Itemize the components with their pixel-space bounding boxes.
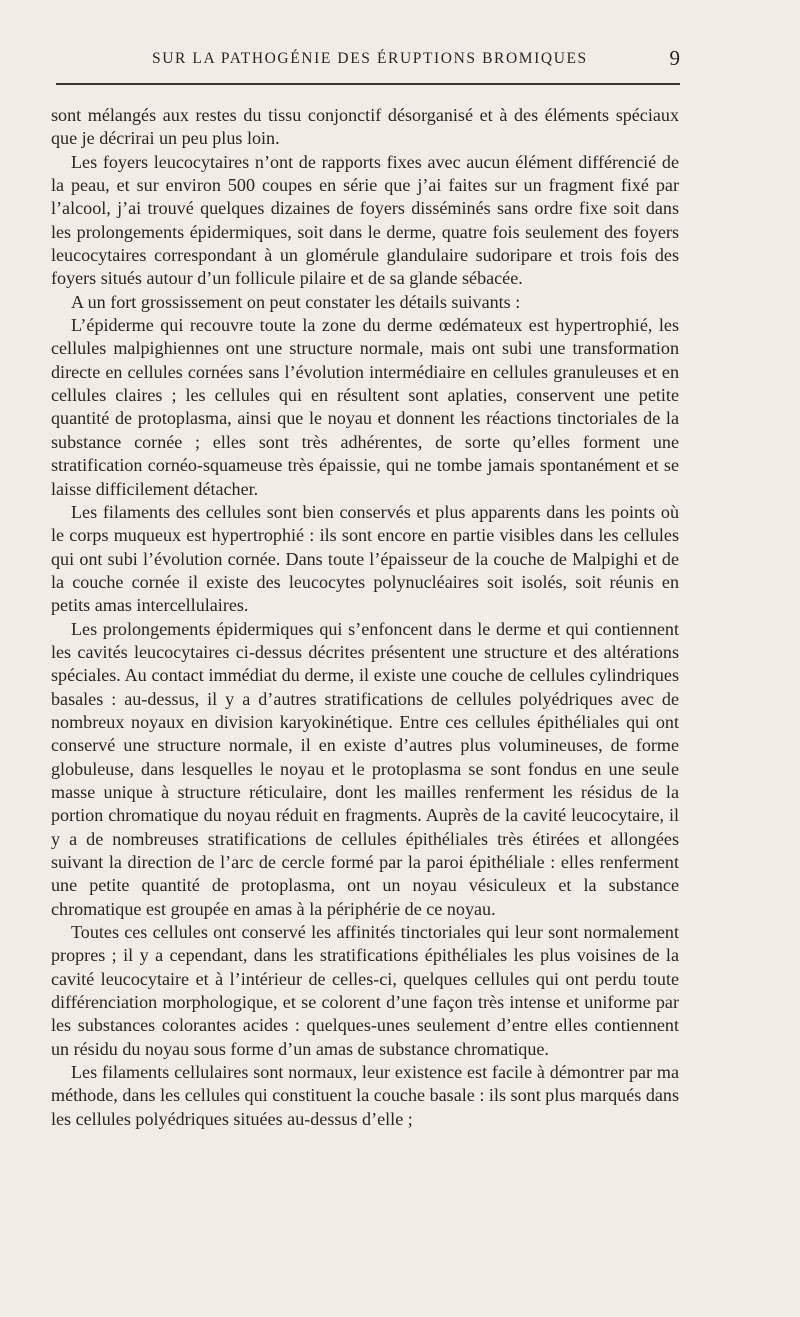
paragraph: A un fort grossissement on peut constater les détails suivants : (71, 291, 521, 312)
paragraph: Les prolongements épidermiques qui s’enfoncent dans le derme et qui contiennent les cavités leucocytaires ci-dessus décrites présentent une structure et des altérations spéciales. Au contact immédiat du derme, il existe une couche de cellules cylindriques basales : au-dessus, il y a d’autres stratifications de cellules polyédriques avec de nombreux noyaux en division karyokinétique. Entre ces cellules épithéliales qui ont conservé une structure normale, il en existe d’autres plus volumineuses, de forme globuleuse, dans lesquelles le noyau et le protoplasma se sont fondus en une seule masse unique à structure réticulaire, dont les mailles renferment les résidus de la portion chromatique du noyau réduit en fragments. Auprès de la cavité leucocytaire, il y a de nombreuses stratifications de cellules épithéliales très étirées et allongées suivant la direction de l’arc de cercle formé par la paroi épithéliale : elles renferment une petite quantité de protoplasma, ont un noyau vésiculeux et la substance chromatique est groupée en amas à la périphérie de ce noyau. (51, 618, 679, 919)
page-number: 9 (669, 46, 680, 70)
running-title: SUR LA PATHOGÉNIE DES ÉRUPTIONS BROMIQUES (152, 50, 588, 67)
paragraph: L’épiderme qui recouvre toute la zone du derme œdémateux est hypertrophié, les cellules malpighiennes ont une structure normale, mais ont subi une transformation directe en cellules cornées sans l’évolution intermédiaire en cellules granuleuses et en cellules claires ; les cellules qui en résultent sont aplaties, conservent une petite quantité de protoplasma, ainsi que le noyau et donnent les réactions tinctoriales de la substance cornée ; elles sont très adhérentes, de sorte qu’elles forment une stratification cornéo-squameuse très épaissie, qui ne tombe jamais spontanément et se laisse difficilement détacher. (51, 315, 679, 499)
paragraph: Toutes ces cellules ont conservé les affinités tinctoriales qui leur sont normalement propres ; il y a cependant, dans les stratifications épithéliales les plus voisines de la cavité leucocytaire et à l’intérieur de celles-ci, quelques cellules qui ont perdu toute différenciation morphologique, et se colorent d’une façon très intense et uniforme par les substances colorantes acides : quelques-unes seulement d’entre elles contiennent un résidu du noyau sous forme d’un amas de substance chromatique. (51, 922, 679, 1059)
paragraph: Les filaments cellulaires sont normaux, leur existence est facile à démontrer par ma méthode, dans les cellules qui constituent la couche basale : ils sont plus marqués dans les cellules polyédriques situées au-dessus d’elle ; (51, 1062, 679, 1129)
paragraph: Les filaments des cellules sont bien conservés et plus apparents dans les points où le corps muqueux est hypertrophié : ils sont encore en partie visibles dans les cellules qui ont subi l’évolution cornée. Dans toute l’épaisseur de la couche de Malpighi et de la couche cornée il existe des leucocytes polynucléaires soit isolés, soit réunis en petits amas intercellulaires. (51, 501, 679, 616)
header-rule (56, 83, 680, 85)
paragraph: Les foyers leucocytaires n’ont de rapports fixes avec aucun élément différencié de la peau, et sur environ 500 coupes en série que j’ai faites sur un fragment fixé par l’alcool, j’ai trouvé quelques dizaines de foyers disséminés sans ordre fixe soit dans les prolongements épidermiques, soit dans le derme, quatre fois seulement des foyers leucocytaires correspondant à un glomérule glandulaire sudoripare et trois fois des foyers situés autour d’un follicule pilaire et de sa glande sébacée. (51, 151, 679, 289)
paragraph: sont mélangés aux restes du tissu conjonctif désorganisé et à des éléments spéciaux que je décrirai un peu plus loin. (51, 105, 679, 149)
running-head (52, 48, 680, 72)
body-text (51, 104, 679, 1131)
